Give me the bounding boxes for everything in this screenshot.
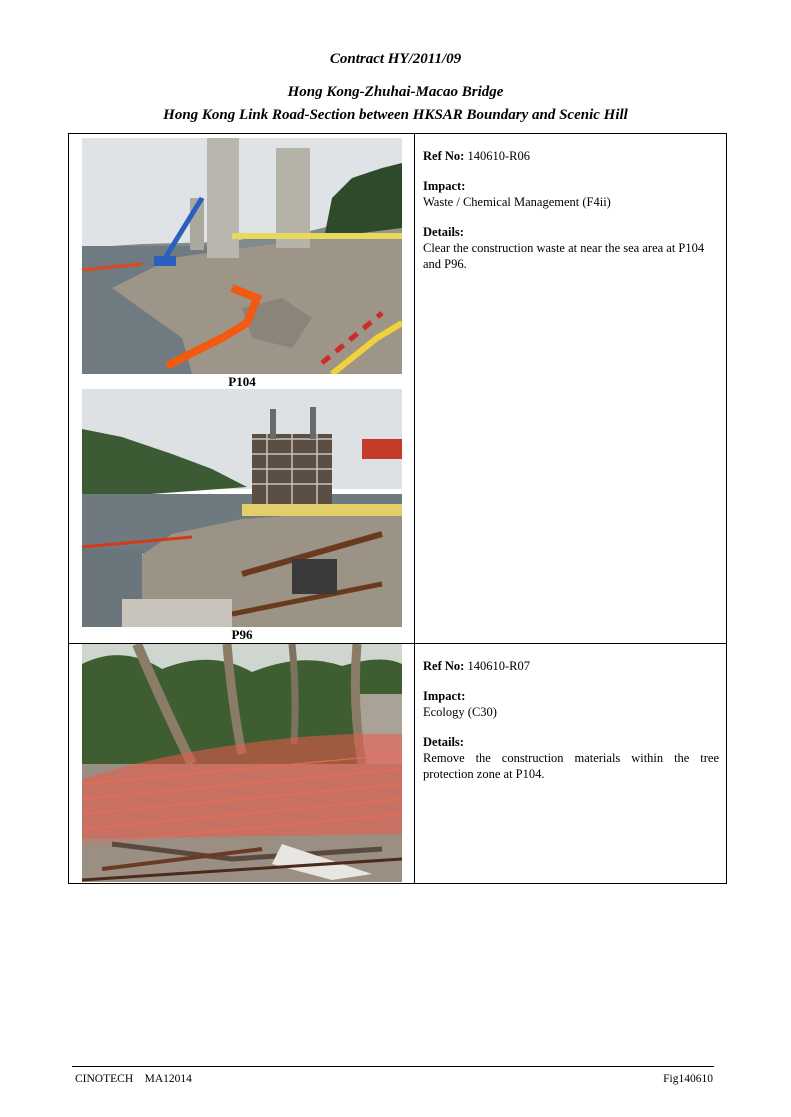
project-title: Hong Kong-Zhuhai-Macao Bridge (287, 84, 504, 100)
impact-block (423, 178, 719, 210)
details-value: Remove the construction materials within the tree protection zone at P104. (423, 751, 719, 781)
site-photo-p104 (82, 138, 402, 374)
ref-number: 140610-R07 (467, 659, 530, 673)
photo-caption: P104 (228, 374, 256, 389)
impact-value: Ecology (C30) (423, 705, 497, 719)
details-block (423, 224, 719, 272)
impact-value: Waste / Chemical Management (F4ii) (423, 195, 611, 209)
impact-label: Impact: (423, 179, 466, 193)
ref-label: Ref No: (423, 659, 465, 673)
section-title: Hong Kong Link Road-Section between HKSAR Boundary and Scenic Hill (163, 107, 628, 123)
table-row (69, 134, 727, 644)
info-cell (415, 134, 727, 644)
footer-right: Fig140610 (663, 1073, 713, 1085)
ref-row (423, 658, 719, 674)
footer-left: CINOTECH MA12014 (75, 1073, 192, 1085)
details-value: Clear the construction waste at near the sea area at P104 and P96. (423, 241, 705, 271)
photo-cell (69, 644, 415, 884)
table-row (69, 644, 727, 884)
ref-number: 140610-R06 (467, 149, 530, 163)
site-photo-tree-zone (82, 644, 402, 882)
details-label: Details: (423, 735, 464, 749)
ref-label: Ref No: (423, 149, 465, 163)
details-label: Details: (423, 225, 464, 239)
details-block (423, 734, 719, 782)
ref-row (423, 148, 719, 164)
info-cell (415, 644, 727, 884)
contract-title: Contract HY/2011/09 (329, 51, 462, 67)
inspection-table (68, 133, 727, 884)
site-photo-p96 (82, 389, 402, 627)
photo-caption: P96 (231, 627, 253, 642)
footer-divider (72, 1066, 714, 1067)
impact-label: Impact: (423, 689, 466, 703)
photo-cell (69, 134, 415, 644)
impact-block (423, 688, 719, 720)
